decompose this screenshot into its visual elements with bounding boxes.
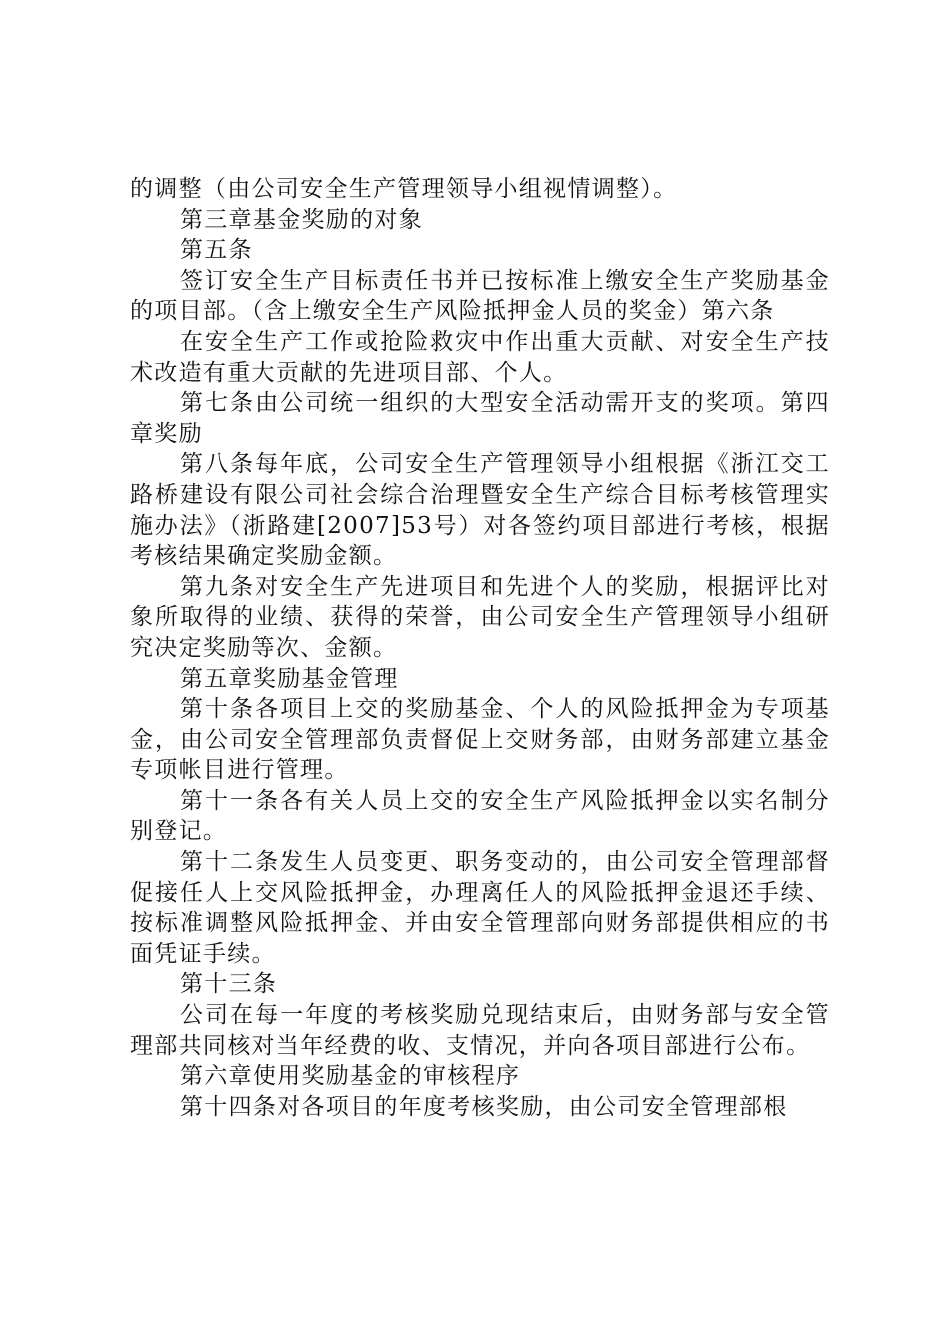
paragraph: 第七条由公司统一组织的大型安全活动需开支的奖项。第四章奖励 <box>130 390 830 447</box>
document-body <box>130 174 830 1122</box>
paragraph: 第十条各项目上交的奖励基金、个人的风险抵押金为专项基金，由公司安全管理部负责督促上交财务部，由财务部建立基金专项帐目进行管理。 <box>130 696 830 784</box>
paragraph: 公司在每一年度的考核奖励兑现结束后，由财务部与安全管理部共同核对当年经费的收、支情况，并向各项目部进行公布。 <box>130 1002 830 1059</box>
chapter-heading: 第五章奖励基金管理 <box>180 665 399 692</box>
paragraph: 的调整（由公司安全生产管理领导小组视情调整）。 <box>130 176 678 202</box>
paragraph: 第十一条各有关人员上交的安全生产风险抵押金以实名制分别登记。 <box>130 787 830 845</box>
paragraph: 第九条对安全生产先进项目和先进个人的奖励，根据评比对象所取得的业绩、获得的荣誉，由公司安全生产管理领导小组研究决定奖励等次、金额。 <box>130 573 830 661</box>
article-heading: 第五条 <box>180 237 253 264</box>
paragraph: 签订安全生产目标责任书并已按标准上缴安全生产奖励基金的项目部。（含上缴安全生产风险抵押金人员的奖金）第六条 <box>130 267 830 325</box>
chapter-heading: 第六章使用奖励基金的审核程序 <box>180 1063 521 1090</box>
paragraph: 第八条每年底，公司安全生产管理领导小组根据《浙江交工路桥建设有限公司社会综合治理暨安全生产综合目标考核管理实施办法》（浙路建[2007]53号）对各签约项目部进行考核，根据考核结果确定奖励金额。 <box>130 451 830 570</box>
paragraph: 第十四条对各项目的年度考核奖励，由公司安全管理部根 <box>180 1093 788 1120</box>
paragraph: 在安全生产工作或抢险救灾中作出重大贡献、对安全生产技术改造有重大贡献的先进项目部、个人。 <box>130 328 830 386</box>
paragraph: 第十二条发生人员变更、职务变动的，由公司安全管理部督促接任人上交风险抵押金，办理离任人的风险抵押金退还手续、按标准调整风险抵押金、并由安全管理部向财务部提供相应的书面凭证手续。 <box>130 849 830 967</box>
chapter-heading: 第三章基金奖励的对象 <box>180 206 423 233</box>
article-heading: 第十三条 <box>180 971 278 998</box>
